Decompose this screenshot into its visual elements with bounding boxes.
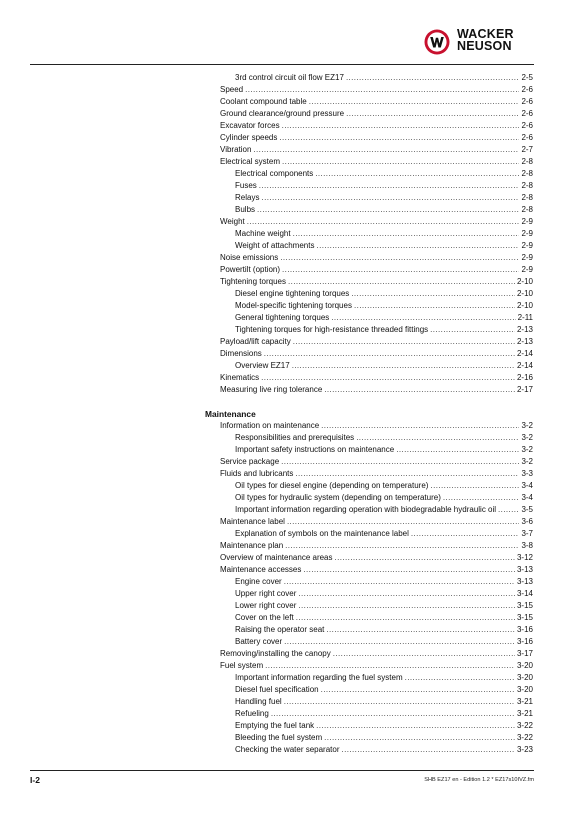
toc-entry (220, 660, 533, 672)
toc-dot-leader (271, 708, 515, 720)
toc-entry-page: 3-14 (516, 589, 533, 598)
toc-dot-leader (292, 360, 515, 372)
toc-entry-title: Powertilt (option) (220, 265, 281, 274)
toc-dot-leader (293, 228, 520, 240)
toc-dot-leader (284, 696, 515, 708)
toc-entry-page: 3-5 (521, 505, 533, 514)
toc-entry-page: 3-21 (516, 697, 533, 706)
toc-entry (235, 636, 533, 648)
toc-entry (235, 732, 533, 744)
brand-logo (424, 27, 534, 57)
toc-entry-page: 2-9 (521, 265, 533, 274)
toc-entry-page: 3-13 (516, 577, 533, 586)
toc-entry (220, 468, 533, 480)
toc-entry-page: 3-17 (516, 649, 533, 658)
toc-entry (235, 720, 533, 732)
toc-entry-page: 3-15 (516, 613, 533, 622)
toc-entry-page: 3-4 (521, 493, 533, 502)
toc-dot-leader (287, 516, 520, 528)
toc-entry (220, 156, 533, 168)
toc-entry (235, 504, 533, 516)
toc-entry (220, 540, 533, 552)
toc-entry-title: Lower right cover (235, 601, 297, 610)
page-number: I-2 (30, 775, 40, 785)
footer-rule (30, 770, 534, 771)
toc-entry (220, 456, 533, 468)
toc-dot-leader (346, 108, 519, 120)
toc-entry-page: 2-6 (521, 85, 533, 94)
toc-dot-leader (282, 264, 519, 276)
toc-entry-page: 2-14 (516, 361, 533, 370)
toc-entry-page: 2-13 (516, 325, 533, 334)
toc-dot-leader (331, 312, 515, 324)
toc-dot-leader (282, 120, 520, 132)
toc-dot-leader (354, 300, 515, 312)
toc-entry-title: Maintenance plan (220, 541, 284, 550)
toc-entry-page: 2-6 (521, 97, 533, 106)
toc-entry-page: 3-8 (521, 541, 533, 550)
toc-entry-page: 3-16 (516, 625, 533, 634)
toc-entry-title: Oil types for hydraulic system (depending on temperature) (235, 493, 441, 502)
toc-dot-leader (335, 552, 515, 564)
toc-dot-leader (295, 468, 519, 480)
toc-dot-leader (288, 276, 515, 288)
toc-entry-title: Service package (220, 457, 280, 466)
toc-dot-leader (346, 72, 520, 84)
toc-entry-title: Information on maintenance (220, 421, 320, 430)
toc-entry-page: 2-8 (521, 157, 533, 166)
toc-entry (220, 252, 533, 264)
toc-entry (235, 684, 533, 696)
toc-entry (235, 168, 533, 180)
toc-entry-title: Electrical components (235, 169, 314, 178)
toc-entry-title: Fuel system (220, 661, 264, 670)
toc-entry-page: 2-14 (516, 349, 533, 358)
toc-entry-page: 2-10 (516, 277, 533, 286)
toc-entry (220, 84, 533, 96)
toc-entry-title: Maintenance (205, 409, 256, 419)
toc-entry-page: 2-9 (521, 241, 533, 250)
toc-entry (220, 348, 533, 360)
toc-entry (235, 192, 533, 204)
toc-entry-title: Tightening torques (220, 277, 286, 286)
toc-entry (220, 96, 533, 108)
toc-entry-title: Fuses (235, 181, 257, 190)
toc-entry (220, 648, 533, 660)
toc-entry-title: Coolant compound table (220, 97, 307, 106)
toc-entry-page: 2-7 (521, 145, 533, 154)
toc-entry-page: 2-9 (521, 253, 533, 262)
toc-entry-title: Responsibilities and prerequisites (235, 433, 355, 442)
toc-entry-page: 3-15 (516, 601, 533, 610)
toc-entry-title: Overview EZ17 (235, 361, 290, 370)
toc-entry-page: 2-9 (521, 229, 533, 238)
toc-entry-page: 3-2 (521, 433, 533, 442)
toc-dot-leader (430, 324, 515, 336)
toc-entry-page: 2-9 (521, 217, 533, 226)
toc-dot-leader (280, 252, 519, 264)
toc-entry-page: 2-6 (521, 133, 533, 142)
toc-entry (220, 372, 533, 384)
toc-dot-leader (498, 504, 519, 516)
toc-entry-page: 2-8 (521, 181, 533, 190)
toc-dot-leader (315, 168, 519, 180)
toc-entry-title: Electrical system (220, 157, 281, 166)
toc-entry-page: 2-11 (517, 313, 533, 322)
toc-entry-title: Ground clearance/ground pressure (220, 109, 345, 118)
toc-entry-title: Upper right cover (235, 589, 297, 598)
document-reference: SHB EZ17 en - Edition 1.2 * EZ17s10IVZ.fm (424, 777, 534, 783)
toc-entry-page: 3-20 (516, 673, 533, 682)
toc-dot-leader (293, 336, 515, 348)
toc-entry-title: Dimensions (220, 349, 262, 358)
toc-entry-page: 2-13 (516, 337, 533, 346)
toc-entry-page: 3-22 (516, 721, 533, 730)
toc-dot-leader (261, 192, 519, 204)
toc-entry-page: 2-8 (521, 205, 533, 214)
toc-entry-page: 2-8 (521, 169, 533, 178)
toc-entry-title: Payload/lift capacity (220, 337, 291, 346)
toc-entry-title: Model-specific tightening torques (235, 301, 352, 310)
toc-dot-leader (296, 612, 515, 624)
toc-dot-leader (279, 132, 519, 144)
toc-entry-title: General tightening torques (235, 313, 330, 322)
toc-entry (235, 612, 533, 624)
brand-name-line2: NEUSON (457, 39, 512, 53)
toc-entry-title: Oil types for diesel engine (depending on temperature) (235, 481, 429, 490)
toc-dot-leader (356, 432, 519, 444)
toc-entry-title: Raising the operator seat (235, 625, 325, 634)
toc-entry-title: Bleeding the fuel system (235, 733, 323, 742)
toc-entry-page: 3-2 (521, 445, 533, 454)
toc-entry-title: Handling fuel (235, 697, 282, 706)
toc-entry-page: 3-3 (521, 469, 533, 478)
toc-entry-title: Vibration (220, 145, 252, 154)
toc-entry (235, 324, 533, 336)
toc-entry-page: 2-10 (516, 301, 533, 310)
toc-entry-page: 3-13 (516, 565, 533, 574)
toc-dot-leader (351, 288, 515, 300)
toc-entry (235, 240, 533, 252)
toc-entry-title: Overview of maintenance areas (220, 553, 333, 562)
toc-entry-title: Kinematics (220, 373, 260, 382)
toc-entry-title: Removing/installing the canopy (220, 649, 331, 658)
toc-entry (220, 420, 533, 432)
toc-entry (220, 336, 533, 348)
toc-entry-title: Important information regarding the fuel system (235, 673, 403, 682)
wacker-neuson-logo-icon (424, 29, 450, 55)
toc-entry (220, 516, 533, 528)
toc-entry-title: Emptying the fuel tank (235, 721, 315, 730)
toc-dot-leader (309, 96, 520, 108)
toc-entry (235, 624, 533, 636)
toc-entry (220, 216, 533, 228)
toc-entry (235, 480, 533, 492)
toc-entry-page: 3-22 (516, 733, 533, 742)
toc-entry (220, 120, 533, 132)
toc-entry-page: 3-4 (521, 481, 533, 490)
toc-dot-leader (430, 480, 519, 492)
toc-dot-leader (259, 180, 520, 192)
toc-entry (220, 108, 533, 120)
toc-entry (235, 432, 533, 444)
toc-entry (235, 180, 533, 192)
toc-entry-title: Machine weight (235, 229, 291, 238)
toc-dot-leader (321, 684, 515, 696)
brand-name-line1: WACKER (457, 27, 514, 41)
toc-dot-leader (396, 444, 519, 456)
toc-dot-leader (333, 648, 515, 660)
toc-entry (220, 264, 533, 276)
toc-entry-title: Battery cover (235, 637, 283, 646)
toc-entry (235, 204, 533, 216)
brand-name (457, 28, 514, 52)
toc-entry-page: 3-7 (521, 529, 533, 538)
toc-entry-page: 3-20 (516, 661, 533, 670)
toc-dot-leader (285, 540, 519, 552)
toc-entry (235, 696, 533, 708)
toc-entry (235, 528, 533, 540)
toc-entry-title: Measuring live ring tolerance (220, 385, 323, 394)
toc-entry (235, 600, 533, 612)
toc-entry-title: Fluids and lubricants (220, 469, 294, 478)
toc-entry-title: Diesel engine tightening torques (235, 289, 350, 298)
toc-entry-title: Diesel fuel specification (235, 685, 319, 694)
toc-dot-leader (245, 84, 519, 96)
toc-entry-page: 3-12 (516, 553, 533, 562)
toc-entry (235, 360, 533, 372)
toc-entry (235, 72, 533, 84)
toc-entry-title: Cover on the left (235, 613, 294, 622)
toc-entry (235, 492, 533, 504)
toc-dot-leader (303, 564, 515, 576)
toc-entry (220, 552, 533, 564)
toc-entry-title: Weight of attachments (235, 241, 315, 250)
toc-dot-leader (281, 456, 519, 468)
toc-dot-leader (321, 420, 519, 432)
toc-entry (235, 444, 533, 456)
toc-entry-title: Noise emissions (220, 253, 279, 262)
toc-entry-title: Weight (220, 217, 245, 226)
toc-entry-title: Cylinder speeds (220, 133, 278, 142)
toc-dot-leader (316, 720, 515, 732)
toc-entry-title: Bulbs (235, 205, 256, 214)
toc-entry (235, 228, 533, 240)
toc-entry-title: Important safety instructions on maintenance (235, 445, 395, 454)
toc-entry (235, 576, 533, 588)
toc-entry-page: 2-5 (521, 73, 533, 82)
toc-entry-page: 3-21 (516, 709, 533, 718)
toc-entry (235, 708, 533, 720)
toc-entry (220, 564, 533, 576)
toc-entry-title: 3rd control circuit oil flow EZ17 (235, 73, 344, 82)
toc-entry-title: Maintenance label (220, 517, 285, 526)
toc-entry-title: Maintenance accesses (220, 565, 302, 574)
toc-dot-leader (326, 624, 515, 636)
toc-entry-page: 2-6 (521, 109, 533, 118)
toc-entry-title: Checking the water separator (235, 745, 340, 754)
toc-dot-leader (282, 156, 519, 168)
toc-entry-page: 3-20 (516, 685, 533, 694)
toc-dot-leader (298, 600, 515, 612)
toc-entry-page: 2-16 (516, 373, 533, 382)
toc-entry (235, 672, 533, 684)
toc-entry-page: 3-23 (516, 745, 533, 754)
toc-entry (235, 300, 533, 312)
toc-entry-title: Important information regarding operation with biodegradable hydraulic oil (235, 505, 497, 514)
toc-entry-page: 2-10 (516, 289, 533, 298)
toc-entry-title: Relays (235, 193, 260, 202)
toc-dot-leader (265, 660, 515, 672)
toc-dot-leader (324, 732, 515, 744)
toc-entry (235, 312, 533, 324)
toc-dot-leader (324, 384, 515, 396)
toc-entry (235, 288, 533, 300)
toc-dot-leader (411, 528, 520, 540)
toc-entry-title: Tightening torques for high-resistance threaded fittings (235, 325, 429, 334)
toc-entry-page: 3-6 (521, 517, 533, 526)
toc-section-heading (205, 408, 533, 420)
toc-dot-leader (261, 372, 515, 384)
toc-entry-title: Engine cover (235, 577, 282, 586)
toc-entry-page: 3-2 (521, 421, 533, 430)
toc-entry (220, 144, 533, 156)
toc-dot-leader (253, 144, 519, 156)
toc-entry-page: 3-16 (516, 637, 533, 646)
toc-entry (220, 276, 533, 288)
toc-entry-page: 2-6 (521, 121, 533, 130)
toc-dot-leader (264, 348, 515, 360)
toc-dot-leader (298, 588, 515, 600)
toc-entry-page: 2-8 (521, 193, 533, 202)
toc-dot-leader (257, 204, 519, 216)
toc-entry (235, 588, 533, 600)
toc-entry-page: 2-17 (516, 385, 533, 394)
toc-entry-title: Speed (220, 85, 244, 94)
toc-dot-leader (316, 240, 519, 252)
toc-dot-leader (284, 636, 515, 648)
toc-entry (220, 384, 533, 396)
toc-dot-leader (342, 744, 515, 756)
toc-dot-leader (405, 672, 515, 684)
header-rule (30, 64, 534, 65)
toc-entry (220, 132, 533, 144)
toc-entry (235, 744, 533, 756)
toc-dot-leader (247, 216, 520, 228)
toc-entry-page: 3-2 (521, 457, 533, 466)
toc-entry-title: Excavator forces (220, 121, 280, 130)
toc-dot-leader (284, 576, 515, 588)
toc-entry-title: Refueling (235, 709, 269, 718)
toc-dot-leader (443, 492, 520, 504)
toc-entry-title: Explanation of symbols on the maintenance label (235, 529, 409, 538)
